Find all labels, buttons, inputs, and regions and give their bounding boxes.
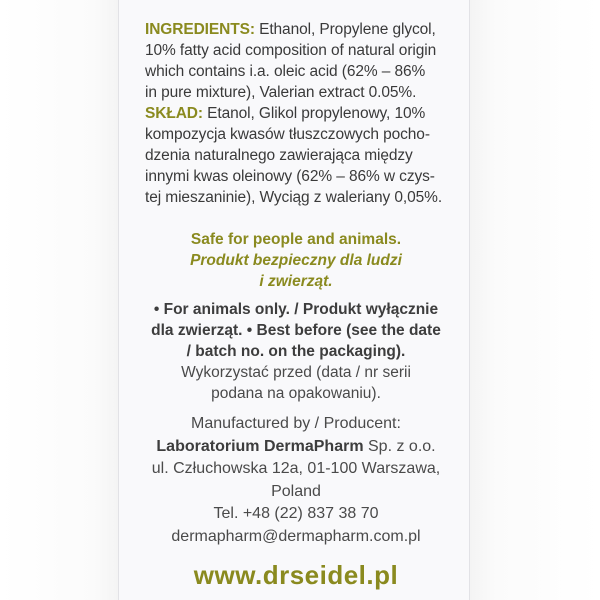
ingredients-text: Ethanol, Propylene glycol, [254, 21, 436, 38]
website-url: www.drseidel.pl [193, 560, 399, 590]
manufacturer-block [129, 413, 463, 548]
manufacturer-phone: Tel. +48 (22) 837 38 70 [213, 505, 379, 522]
usage-notes [129, 299, 463, 404]
notes-line: podana na opakowaniu). [211, 385, 381, 402]
sklad-line: tej mieszaninie), Wyciąg z waleriany 0,05%. [145, 189, 443, 206]
background-left [0, 0, 118, 600]
sklad-line: innymi kwas oleinowy (62% – 86% w czys- [145, 168, 435, 185]
sklad-line: dzenia naturalnego zawierająca między [145, 147, 413, 164]
product-label-panel [118, 0, 470, 600]
notes-line: Wykorzystać przed (data / nr serii [181, 364, 411, 381]
safety-polish-line1: Produkt bezpieczny dla ludzi [190, 252, 402, 269]
notes-line: dla zwierząt. • Best before (see the date [151, 322, 441, 339]
manufacturer-name: Laboratorium DermaPharm [156, 437, 364, 455]
manufacturer-email: dermapharm@dermapharm.com.pl [171, 527, 421, 545]
safety-polish-line2: i zwierząt. [259, 273, 333, 290]
ingredients-paragraph [145, 19, 453, 103]
sklad-text: Etanol, Glikol propylenowy, 10% [202, 105, 426, 122]
notes-line: / batch no. on the packaging). [186, 343, 406, 360]
safety-block [129, 229, 463, 292]
background-right [470, 0, 600, 600]
website-line [129, 560, 463, 590]
notes-line: • For animals only. / Produkt wyłącznie [153, 301, 439, 318]
ingredients-line: which contains i.a. oleic acid (62% – 86% [145, 63, 426, 80]
manufacturer-legal-form: Sp. z o.o. [363, 437, 436, 455]
safety-english: Safe for people and animals. [190, 231, 402, 248]
manufacturer-country: Poland [271, 482, 321, 500]
sklad-paragraph [145, 103, 453, 208]
sklad-line: kompozycja kwasów tłuszczowych pocho- [145, 126, 430, 143]
manufacturer-heading: Manufactured by / Producent: [191, 415, 401, 432]
sklad-label: SKŁAD: [145, 105, 203, 122]
manufacturer-address: ul. Człuchowska 12a, 01-100 Warszawa, [151, 460, 441, 477]
ingredients-line: in pure mixture), Valerian extract 0.05%. [145, 84, 417, 101]
ingredients-label: INGREDIENTS: [145, 21, 255, 38]
ingredients-line: 10% fatty acid composition of natural origin [145, 42, 437, 59]
